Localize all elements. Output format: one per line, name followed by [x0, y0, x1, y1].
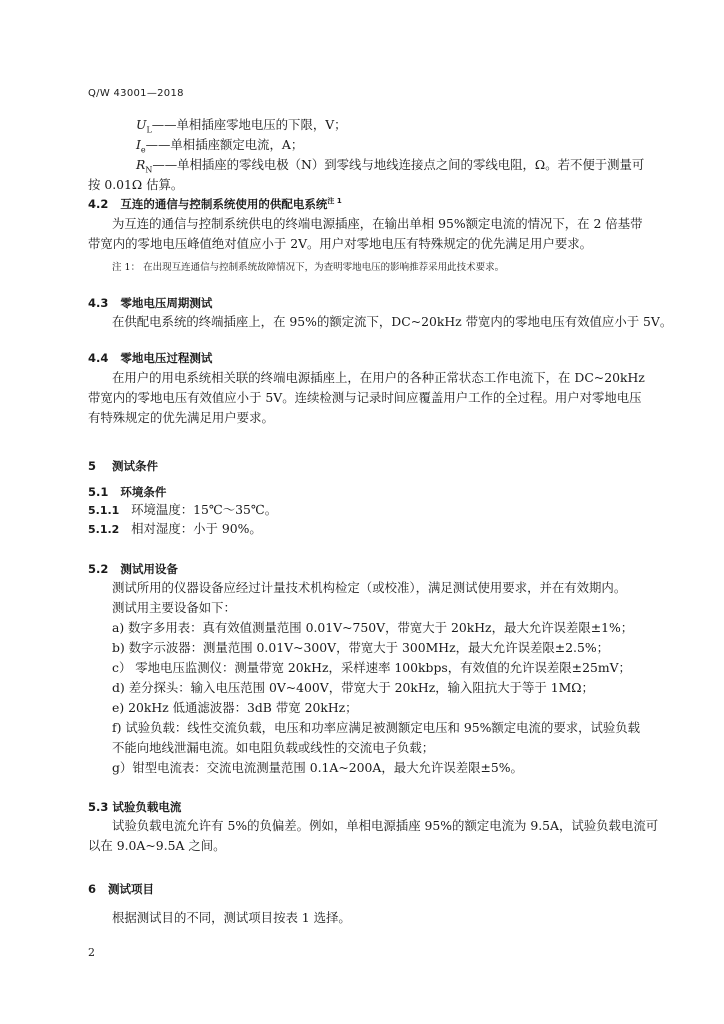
s52-item-d: d) 差分探头：输入电压范围 0V~400V，带宽大于 20kHz，输入阻抗大于等于 1MΩ；: [112, 680, 594, 695]
footnote-ref: 注 1: [327, 197, 342, 206]
s52-item-f-line-1: f) 试验负载：线性交流负载，电压和功率应满足被测额定电压和 95%额定电流的要求，试验负载: [112, 720, 641, 735]
s44-line-3: 有特殊规定的优先满足用户要求。: [88, 410, 274, 425]
def-rn: $R_N——$单相插座的零线电极（N）到零线与地线连接点之间的零线电阻，Ω。若不便于测量可: [136, 157, 645, 175]
s42-line-1: 为互连的通信与控制系统供电的终端电源插座，在输出单相 95%额定电流的情况下，在 2 倍基带: [112, 216, 643, 231]
s44-line-2: 带宽内的零地电压有效值应小于 5V。连续检测与记录时间应覆盖用户工作的全过程。用户对零地电压: [88, 390, 642, 405]
s52-item-f-line-2: 不能向地线泄漏电流。如电阻负载或线性的交流电子负载；: [112, 740, 435, 755]
s52-item-e: e) 20kHz 低通滤波器：3dB 带宽 20kHz；: [112, 700, 358, 715]
standard-code: Q/W 43001—2018: [88, 88, 184, 99]
s51-item-2: 5.1.2 相对湿度：小于 90%。: [88, 521, 262, 536]
page-number: 2: [88, 946, 95, 959]
section-5-1-heading: 5.1 环境条件: [88, 485, 167, 499]
s53-line-2: 以在 9.0A~9.5A 之间。: [88, 838, 226, 853]
section-5-2-heading: 5.2 测试用设备: [88, 562, 178, 576]
s52-item-a: a) 数字多用表：真有效值测量范围 0.01V~750V，带宽大于 20kHz，最大允许误差限±1%；: [112, 620, 634, 635]
s42-note: 注 1： 在出现互连通信与控制系统故障情况下，为查明零地电压的影响推荐采用此技术要求。: [112, 262, 505, 273]
s44-line-1: 在用户的用电系统相关联的终端电源插座上，在用户的各种正常状态工作电流下，在 DC~20kHz: [112, 370, 645, 385]
section-5-heading: 5 测试条件: [88, 459, 159, 473]
section-6-heading: 6 测试项目: [88, 882, 155, 896]
section-4-3-heading: 4.3 零地电压周期测试: [88, 296, 213, 310]
s52-item-b: b) 数字示波器：测量范围 0.01V~300V，带宽大于 300MHz，最大允许误差限±2.5%；: [112, 640, 610, 655]
s52-item-c: c） 零地电压监测仪：测量带宽 20kHz，采样速率 100kbps，有效值的允许误差限±25mV；: [112, 660, 631, 675]
section-4-4-heading: 4.4 零地电压过程测试: [88, 351, 213, 365]
s52-line-2: 测试用主要设备如下：: [112, 600, 236, 615]
def-rn-continued: 按 0.01Ω 估算。: [88, 177, 184, 192]
s43-line-1: 在供配电系统的终端插座上，在 95%的额定流下，DC~20kHz 带宽内的零地电压有效值应小于 5V。: [112, 314, 673, 329]
section-5-3-heading: 5.3 试验负载电流: [88, 800, 182, 814]
def-ie: $I_e——$单相插座额定电流，A；: [136, 137, 304, 155]
section-4-2-heading: 4.2 互连的通信与控制系统使用的供配电系统$^{注 1}$: [88, 197, 342, 211]
def-ul: $U_L——$单相插座零地电压的下限，V；: [136, 117, 347, 135]
s51-item-1: 5.1.1 环境温度：15℃～35℃。: [88, 502, 278, 517]
s53-line-1: 试验负载电流允许有 5%的负偏差。例如，单相电源插座 95%的额定电流为 9.5A，试验负载电流可: [112, 818, 659, 833]
s52-line-1: 测试所用的仪器设备应经过计量技术机构检定（或校准），满足测试使用要求，并在有效期内。: [112, 580, 627, 595]
s42-line-2: 带宽内的零地电压峰值绝对值应小于 2V。用户对零地电压有特殊规定的优先满足用户要求。: [88, 236, 593, 251]
s52-item-g: g）钳型电流表：交流电流测量范围 0.1A~200A，最大允许误差限±5%。: [112, 760, 523, 775]
s6-line-1: 根据测试目的不同，测试项目按表 1 选择。: [112, 910, 351, 925]
